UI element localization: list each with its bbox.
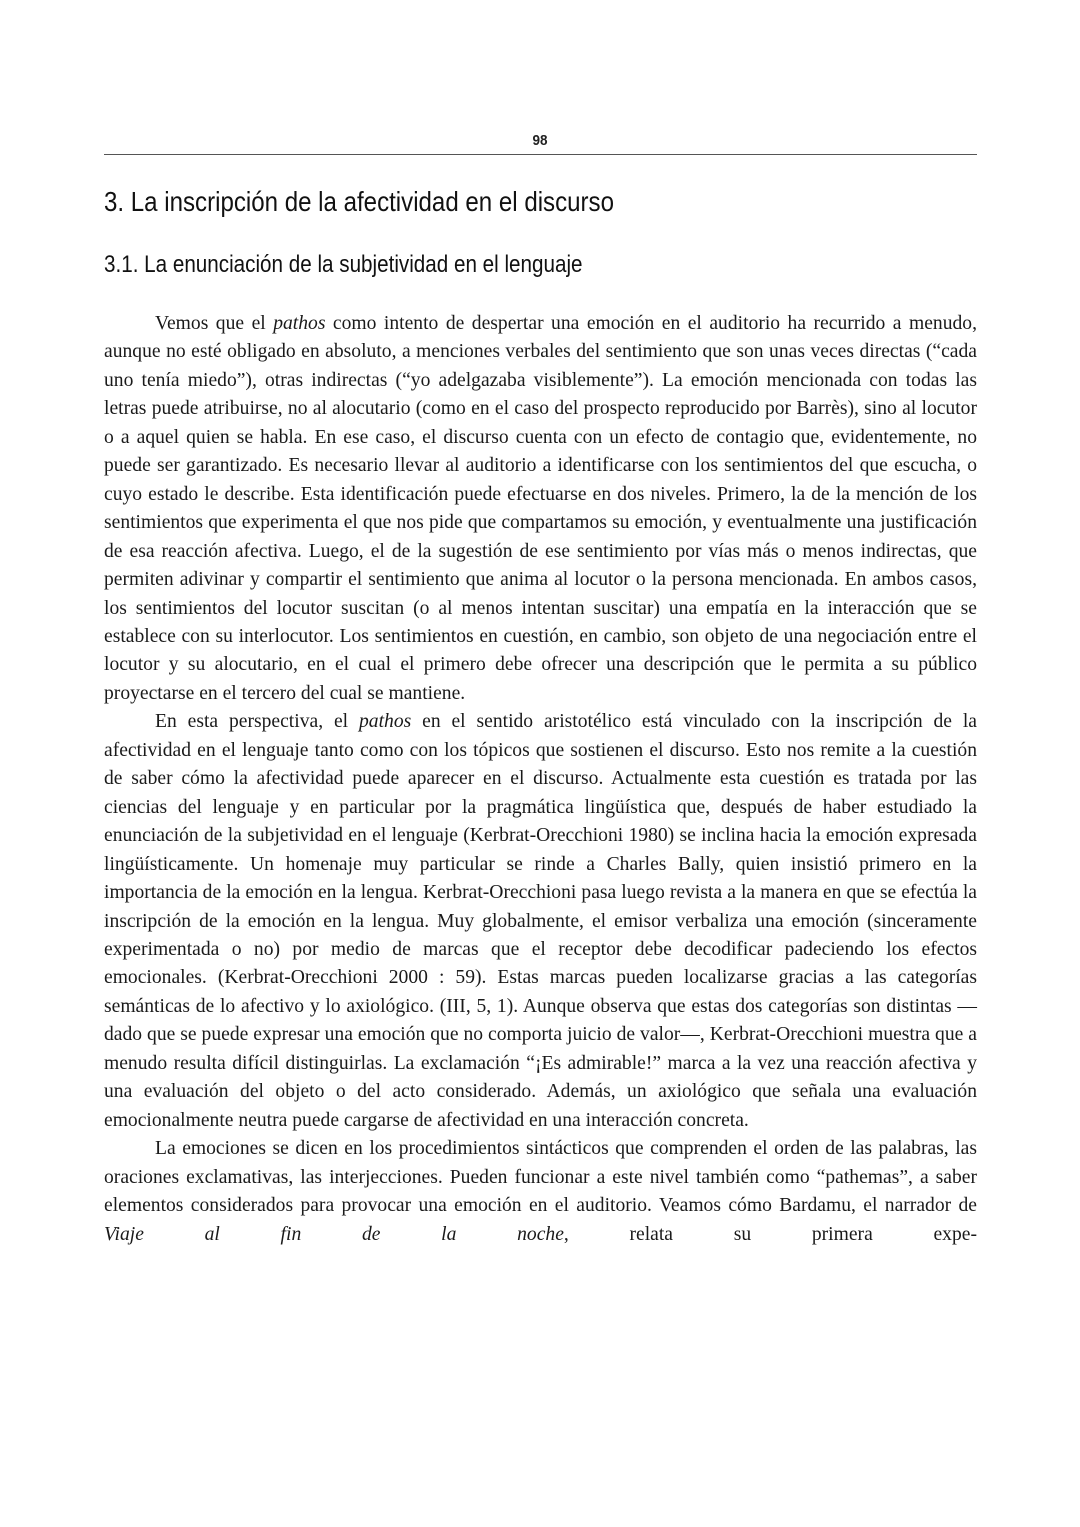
paragraph-3-text-b: , relata su primera expe- xyxy=(563,1223,977,1245)
section-heading: 3. La inscripción de la afectividad en el discurso xyxy=(104,186,614,217)
paragraph-1 xyxy=(104,310,977,708)
paragraph-3 xyxy=(104,1135,977,1249)
paragraph-3-text-a: La emociones se dicen en los procedimientos sintácticos que comprenden el orden de las palabras, las oraciones exclamativas, las interjecciones. Pueden funcionar a este nivel también como “pathemas”, a saber elementos considerados para provocar una emoción en el auditorio. Veamos cómo Bardamu, el narrador de xyxy=(104,1138,977,1217)
paragraph-1-text-a: Vemos que el xyxy=(155,313,274,334)
header-rule xyxy=(104,154,977,155)
paragraph-1-italic-term: pathos xyxy=(273,313,326,334)
paragraph-2 xyxy=(104,708,977,1135)
page-number: 98 xyxy=(532,132,548,149)
subsection-heading: 3.1. La enunciación de la subjetividad en el lenguaje xyxy=(104,251,583,278)
body-text xyxy=(104,310,977,1249)
paragraph-1-text-b: como intento de despertar una emoción en el auditorio ha recurrido a menudo, aunque no esté obligado en absoluto, a menciones verbales del sentimiento que son unas veces directas (“cada uno tenía miedo”), otras indirectas (“yo adelgazaba visiblemente”). La emoción mencionada con todas las letras puede atribuirse, no al alocutario (como en el caso del prospecto reproducido por Barrès), sino al locutor o a aquel quien se habla. En ese caso, el discurso cuenta con un efecto de contagio que, evidentemente, no puede ser garantizado. Es necesario llevar al auditorio a identificarse con los sentimientos del que escucha, o cuyo estado le describe. Esta identificación puede efectuarse en dos niveles. Primero, la de la mención de los sentimientos que experimenta el que nos pide que compartamos su emoción, y eventualmente una justificación de esa reacción afectiva. Luego, el de la sugestión de ese sentimiento por vías más o menos indirectas, que permiten adivinar y compartir el sentimiento que anima al locutor o la persona mencionada. En ambos casos, los sentimientos del locutor suscitan (o al menos intentan suscitar) una empatía en la interacción que se establece con su interlocutor. Los sentimientos en cuestión, en cambio, son objeto de una negociación entre el locutor y su alocutario, en el cual el primero debe ofrecer una descripción que le permita a su público proyectarse en el tercero del cual se mantiene. xyxy=(104,313,977,704)
paragraph-2-text-b: en el sentido aristotélico está vinculado con la inscripción de la afectividad en el lenguaje tanto como con los tópicos que sostienen el discurso. Esto nos remite a la cuestión de saber cómo la afectividad puede aparecer en el discurso. Actualmente esta cuestión es tratada por las ciencias del lenguaje y en particular por la pragmática lingüística que, después de haber estudiado la enunciación de la subjetividad en el lenguaje (Kerbrat-Orecchioni 1980) se inclina hacia la emoción expresada lingüísticamente. Un homenaje muy particular se rinde a Charles Bally, quien insistió primero en la importancia de la emoción en la lengua. Kerbrat-Orecchioni pasa luego revista a la manera en que se efectúa la inscripción de la emoción en la lengua. Muy globalmente, el emisor verbaliza una emoción (sinceramente experimentada o no) por medio de marcas que el receptor debe decodificar padeciendo los efectos emocionales. (Kerbrat-Orecchioni 2000 : 59). Estas marcas pueden localizarse gracias a las categorías semánticas de lo afectivo y lo axiológico. (III, 5, 1). Aunque observa que estas dos categorías son distintas —dado que se puede expresar una emoción que no comporta juicio de valor—, Kerbrat-Orecchioni muestra que a menudo resulta difícil distinguirlas. La exclamación “¡Es admirable!” marca a la vez una reacción afectiva y una evaluación del objeto o del acto considerado. Además, un axiológico que señala una evaluación emocionalmente neutra puede cargarse de afectividad en una interacción concreta. xyxy=(104,711,977,1131)
paragraph-2-text-a: En esta perspectiva, el xyxy=(155,711,359,733)
paragraph-2-italic-term: pathos xyxy=(358,711,412,733)
paragraph-3-italic-title: Viaje al fin de la noche xyxy=(104,1223,564,1245)
